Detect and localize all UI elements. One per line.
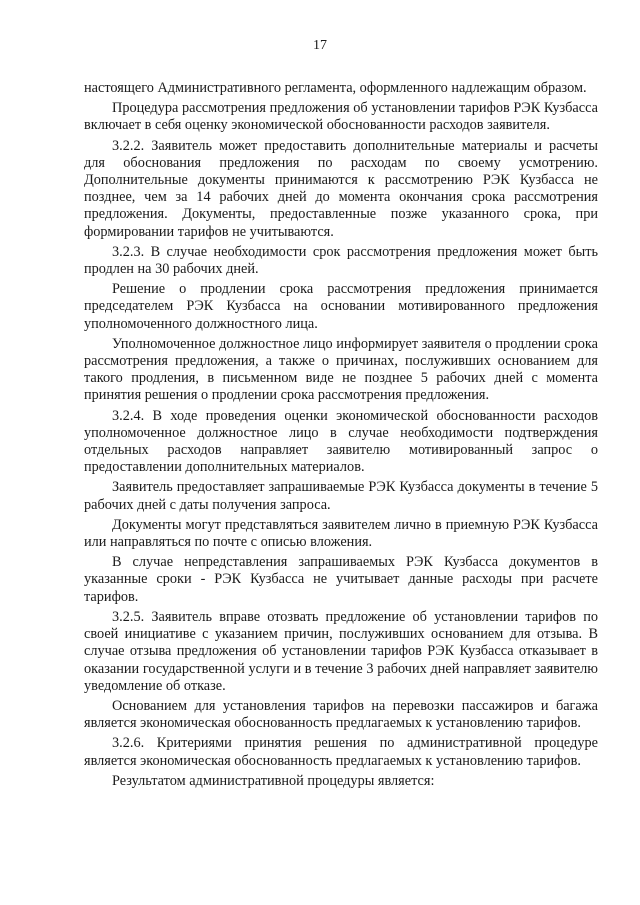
paragraph-documents-deadline: Заявитель предоставляет запрашиваемые РЭК Кузбасса документы в течение 5 рабочих дней с даты получения запроса. bbox=[84, 479, 598, 513]
page-number: 17 bbox=[313, 38, 327, 53]
paragraph-3-2-4: 3.2.4. В ходе проведения оценки экономической обоснованности расходов уполномоченное должностное лицо в случае необходимости подтверждения отдельных расходов направляет заявителю мотивированный запрос о предоставлении дополнительных материалов. bbox=[84, 407, 598, 476]
paragraph-documents-delivery: Документы могут представляться заявителем лично в приемную РЭК Кузбасса или направляться по почте с описью вложения. bbox=[84, 516, 598, 551]
paragraph-extension-notice: Уполномоченное должностное лицо информирует заявителя о продлении срока рассмотрения предложения, а также о причинах, послуживших основанием для такого продления, в письменном виде не позднее 5 рабочих дней с момента принятия решения о продлении срока рассмотрения предложения. bbox=[84, 335, 598, 404]
document-body bbox=[84, 80, 598, 793]
paragraph-3-2-5: 3.2.5. Заявитель вправе отозвать предложение об установлении тарифов по своей инициативе с указанием причин, послуживших основанием для отзыва. В случае отзыва предложения об установлении тарифов РЭК Кузбасса отказывает в оказании государственной услуги и в течение 3 рабочих дней направляет заявителю уведомление об отказе. bbox=[84, 608, 598, 694]
paragraph-continuation: настоящего Административного регламента, оформленного надлежащим образом. bbox=[84, 80, 587, 96]
paragraph-3-2-6: 3.2.6. Критериями принятия решения по административной процедуре является экономическая обоснованность предлагаемых к установлению тарифов. bbox=[84, 735, 598, 769]
paragraph-non-submission: В случае непредставления запрашиваемых РЭК Кузбасса документов в указанные сроки - РЭК Кузбасса не учитывает данные расходы при расчете тарифов. bbox=[84, 554, 598, 605]
paragraph-3-2-3: 3.2.3. В случае необходимости срок рассмотрения предложения может быть продлен на 30 рабочих дней. bbox=[84, 243, 598, 278]
paragraph-procedure-scope: Процедура рассмотрения предложения об установлении тарифов РЭК Кузбасса включает в себя оценку экономической обоснованности расходов заявителя. bbox=[84, 100, 598, 134]
paragraph-tariff-basis: Основанием для установления тарифов на перевозки пассажиров и багажа является экономическая обоснованность предлагаемых к установлению тарифов. bbox=[84, 697, 598, 732]
paragraph-extension-decision: Решение о продлении срока рассмотрения предложения принимается председателем РЭК Кузбасса на основании мотивированного предложения уполномоченного должностного лица. bbox=[84, 281, 598, 332]
paragraph-result: Результатом административной процедуры является: bbox=[112, 772, 435, 789]
paragraph-3-2-2: 3.2.2. Заявитель может предоставить дополнительные материалы и расчеты для обоснования предложения по расходам по своему усмотрению. Дополнительные документы принимаются к рассмотрению РЭК Кузбасса не позднее, чем за 14 рабочих дней до момента окончания срока рассмотрения предложения. Документы, предоставленные позже указанного срока, при формировании тарифов не учитываются. bbox=[84, 137, 598, 240]
